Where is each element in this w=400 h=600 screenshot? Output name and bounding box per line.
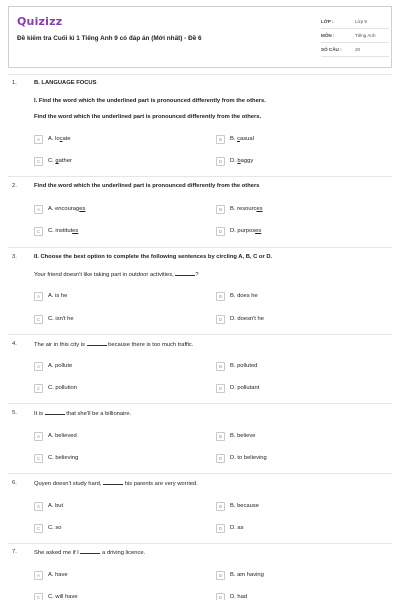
option-text: A. pollute	[48, 363, 73, 369]
option-b[interactable]	[216, 431, 255, 441]
option-b[interactable]	[216, 204, 263, 214]
option-text: C. believing	[48, 455, 79, 461]
option-c[interactable]	[34, 453, 78, 463]
option-text: D. had	[230, 594, 248, 600]
meta-value: Tiếng Anh	[355, 33, 376, 38]
option-text: A. locate	[48, 136, 71, 142]
option-text: B. am having	[230, 572, 264, 578]
meta-table	[321, 15, 389, 57]
question-prompt: It is that she'll be a billionaire.	[34, 411, 132, 417]
option-text: C. gather	[48, 158, 72, 164]
option-letter-box: D	[216, 524, 225, 533]
instruction-text: II. Choose the best option to complete the following sentences by circling A, B, C or D.	[34, 254, 273, 260]
document-title: Đề kiểm tra Cuối kì 1 Tiếng Anh 9 có đáp án (Mới nhất) - Đề 6	[17, 35, 202, 42]
question-number: 2.	[12, 183, 17, 189]
divider	[8, 473, 392, 474]
meta-key: SỐ CÂU :	[321, 47, 342, 52]
option-text: B. casual	[230, 136, 254, 142]
instruction-text: I. Find the word which the underlined part is pronounced differently from the others.	[34, 98, 266, 104]
option-letter-box: D	[216, 593, 225, 600]
question-prompt: The air in this city is because there is too much traffic.	[34, 342, 194, 348]
option-b[interactable]	[216, 134, 254, 144]
option-letter-box: A	[34, 432, 43, 441]
question-number: 3.	[12, 254, 17, 260]
option-text: B. polluted	[230, 363, 258, 369]
answer-blank	[80, 549, 100, 554]
meta-key: LỚP :	[321, 19, 334, 24]
option-text: C. isn't he	[48, 316, 74, 322]
option-letter-box: B	[216, 362, 225, 371]
question-prompt: She asked me if I a driving licence.	[34, 550, 146, 556]
option-letter-box: D	[216, 315, 225, 324]
option-letter-box: D	[216, 454, 225, 463]
option-letter-box: C	[34, 384, 43, 393]
option-text: D. to believing	[230, 455, 267, 461]
option-text: A. encourages	[48, 206, 86, 212]
option-letter-box: B	[216, 205, 225, 214]
divider	[8, 543, 392, 544]
option-text: C. pollution	[48, 385, 78, 391]
option-d[interactable]	[216, 523, 244, 533]
option-letter-box: B	[216, 502, 225, 511]
question-prompt: Find the word which the underlined part is pronounced differently from the others.	[34, 114, 262, 120]
option-a[interactable]	[34, 291, 67, 301]
option-text: C. so	[48, 525, 62, 531]
answer-blank	[87, 341, 107, 346]
option-letter-box: A	[34, 362, 43, 371]
divider	[8, 334, 392, 335]
meta-value: 20	[355, 47, 361, 52]
option-b[interactable]	[216, 501, 259, 511]
option-letter-box: B	[216, 292, 225, 301]
option-text: A. is he	[48, 293, 68, 299]
option-a[interactable]	[34, 431, 77, 441]
divider	[8, 403, 392, 404]
option-letter-box: D	[216, 157, 225, 166]
option-text: D. as	[230, 525, 244, 531]
option-letter-box: C	[34, 454, 43, 463]
question-number: 7.	[12, 549, 17, 555]
option-letter-box: B	[216, 571, 225, 580]
question-number: 1.	[12, 80, 17, 86]
option-letter-box: D	[216, 227, 225, 236]
option-d[interactable]	[216, 314, 264, 324]
section-heading: B. LANGUAGE FOCUS	[34, 80, 97, 86]
option-text: D. pollutant	[230, 385, 260, 391]
meta-row-class	[321, 15, 389, 29]
option-letter-box: C	[34, 524, 43, 533]
option-d[interactable]	[216, 592, 247, 600]
option-text: C. will have	[48, 594, 78, 600]
option-c[interactable]	[34, 592, 78, 600]
meta-value: Lớp 9	[355, 19, 367, 24]
option-letter-box: C	[34, 315, 43, 324]
option-letter-box: A	[34, 502, 43, 511]
option-b[interactable]	[216, 570, 264, 580]
option-d[interactable]	[216, 156, 253, 166]
option-letter-box: A	[34, 205, 43, 214]
option-d[interactable]	[216, 383, 259, 393]
option-text: B. because	[230, 503, 260, 509]
option-letter-box: C	[34, 593, 43, 600]
question-prompt: Your friend doesn't like taking part in outdoor activities, ?	[34, 272, 199, 278]
meta-key: MÔN :	[321, 33, 335, 38]
option-a[interactable]	[34, 361, 72, 371]
quizizz-logo: Quizizz	[17, 15, 63, 28]
question-number: 5.	[12, 410, 17, 416]
option-a[interactable]	[34, 501, 63, 511]
option-c[interactable]	[34, 383, 77, 393]
option-text: D. purposes	[230, 228, 262, 234]
option-letter-box: A	[34, 135, 43, 144]
option-b[interactable]	[216, 361, 257, 371]
option-c[interactable]	[34, 156, 72, 166]
option-b[interactable]	[216, 291, 258, 301]
option-d[interactable]	[216, 226, 261, 236]
option-letter-box: C	[34, 157, 43, 166]
option-text: D. doesn't he	[230, 316, 264, 322]
option-letter-box: D	[216, 384, 225, 393]
option-text: B. believe	[230, 433, 256, 439]
divider	[8, 74, 392, 75]
option-letter-box: A	[34, 571, 43, 580]
option-text: B. resources	[230, 206, 263, 212]
question-number: 4.	[12, 341, 17, 347]
document-header	[8, 6, 392, 68]
answer-blank	[103, 480, 123, 485]
option-text: D. baggy	[230, 158, 254, 164]
option-text: B. does he	[230, 293, 258, 299]
option-letter-box: C	[34, 227, 43, 236]
option-letter-box: B	[216, 135, 225, 144]
question-prompt: Quyen doesn't study hard, his parents are very worried.	[34, 481, 198, 487]
option-c[interactable]	[34, 314, 74, 324]
question-prompt: Find the word which the underlined part is pronounced differently from the others	[34, 183, 260, 189]
option-d[interactable]	[216, 453, 267, 463]
question-number: 6.	[12, 480, 17, 486]
answer-blank	[45, 410, 65, 415]
option-letter-box: B	[216, 432, 225, 441]
answer-blank	[175, 271, 195, 276]
option-text: A. believed	[48, 433, 77, 439]
option-a[interactable]	[34, 204, 85, 214]
option-c[interactable]	[34, 523, 62, 533]
option-c[interactable]	[34, 226, 78, 236]
divider	[8, 247, 392, 248]
option-text: A. but	[48, 503, 64, 509]
divider	[8, 176, 392, 177]
option-a[interactable]	[34, 134, 71, 144]
option-text: A. have	[48, 572, 68, 578]
option-text: C. institutes	[48, 228, 79, 234]
meta-row-subject	[321, 29, 389, 43]
option-a[interactable]	[34, 570, 68, 580]
meta-row-count	[321, 43, 389, 57]
option-letter-box: A	[34, 292, 43, 301]
